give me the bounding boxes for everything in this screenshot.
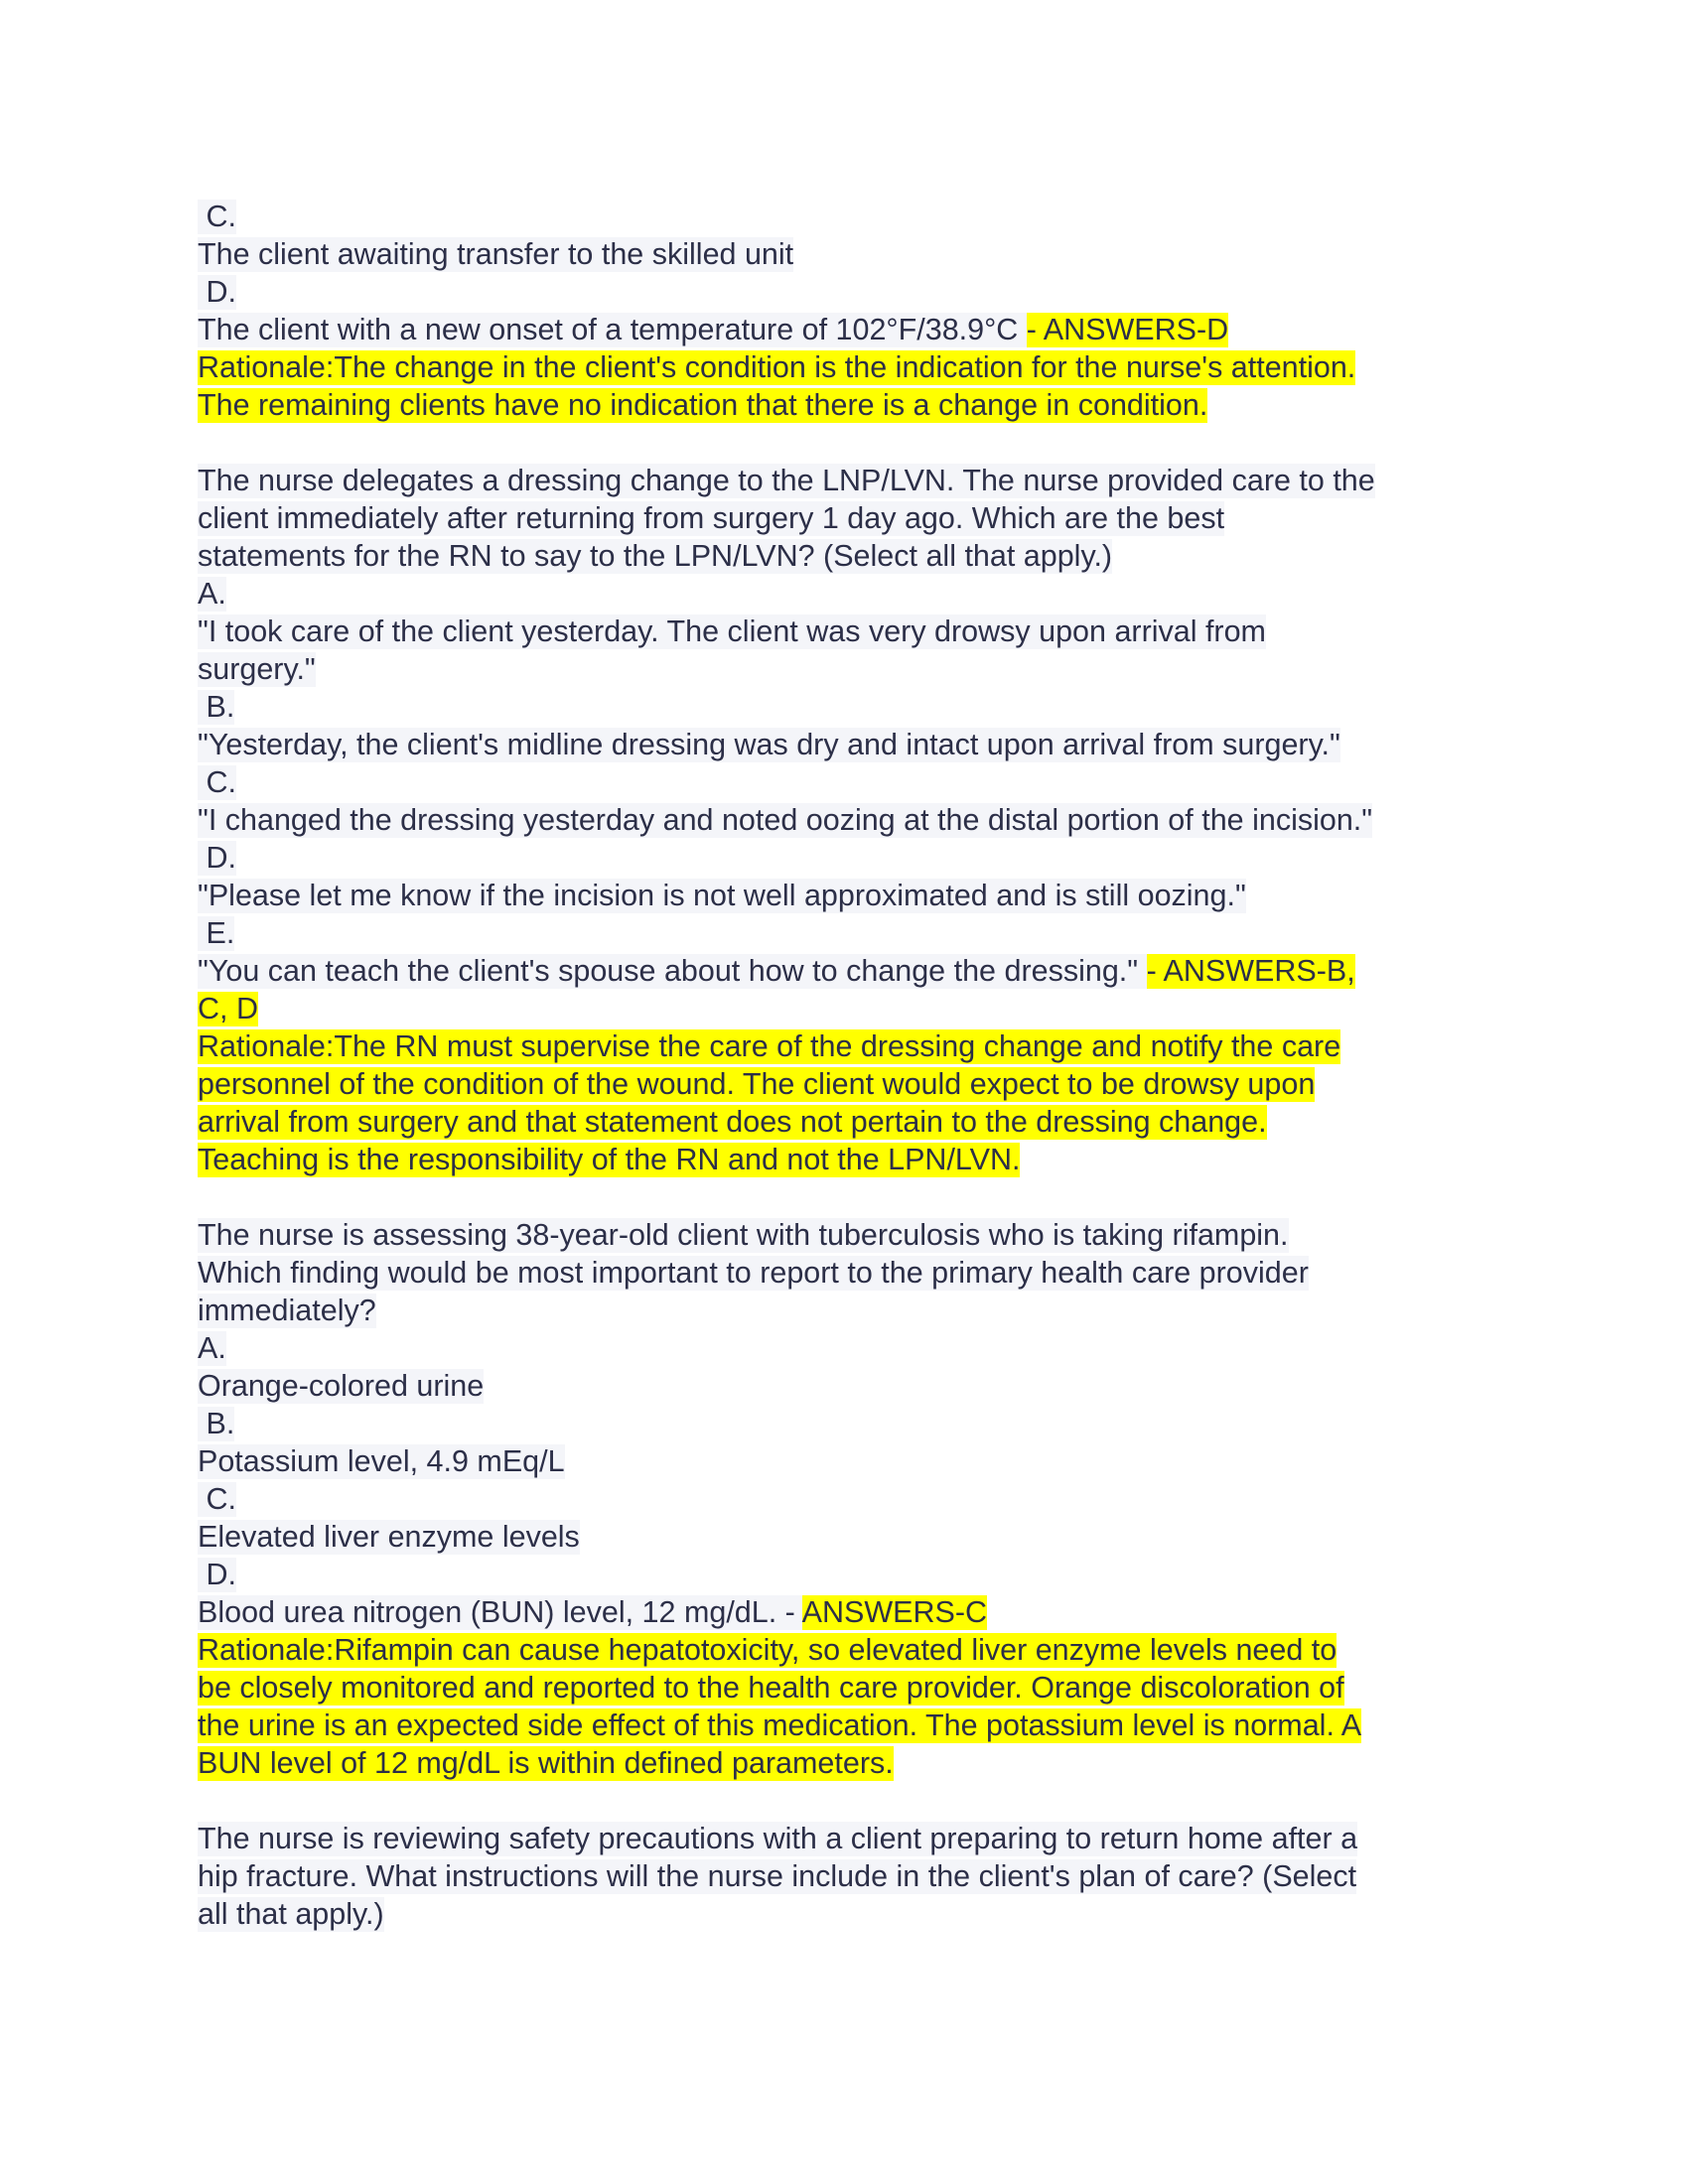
text-segment: Potassium level, 4.9 mEq/L [198, 1444, 565, 1478]
text-segment: The client awaiting transfer to the skilled unit [198, 237, 794, 271]
text-line [198, 1405, 1508, 1442]
text-line [198, 1442, 1508, 1480]
document-page [198, 198, 1508, 1933]
text-segment: C. [198, 765, 236, 799]
text-segment: A. [198, 1331, 226, 1365]
text-line [198, 1518, 1508, 1556]
text-line [198, 1706, 1508, 1744]
text-segment: E. [198, 916, 235, 950]
text-line [198, 1593, 1508, 1631]
text-line [198, 650, 1508, 688]
text-line [198, 877, 1508, 914]
text-line [198, 1744, 1508, 1782]
text-line [198, 688, 1508, 726]
text-line [198, 1556, 1508, 1593]
text-segment: B. [198, 1407, 235, 1440]
text-segment: "I changed the dressing yesterday and noted oozing at the distal portion of the incision." [198, 803, 1373, 837]
highlighted-answer-text: The remaining clients have no indication that there is a change in condition. [198, 388, 1208, 422]
text-segment: D. [198, 841, 236, 875]
text-segment: D. [198, 1558, 236, 1591]
text-line [198, 235, 1508, 273]
highlighted-answer-text: be closely monitored and reported to the health care provider. Orange discoloration of [198, 1671, 1344, 1705]
text-segment: statements for the RN to say to the LPN/LVN? (Select all that apply.) [198, 539, 1113, 573]
text-line [198, 499, 1508, 537]
text-line [198, 462, 1508, 499]
text-segment: "I took care of the client yesterday. The client was very drowsy upon arrival from [198, 614, 1266, 648]
highlighted-answer-text: ANSWERS-C [801, 1595, 988, 1629]
text-segment: B. [198, 690, 235, 724]
blank-line [198, 424, 1508, 462]
text-line [198, 348, 1508, 386]
text-line [198, 990, 1508, 1027]
text-segment: The nurse delegates a dressing change to the LNP/LVN. The nurse provided care to the [198, 464, 1375, 497]
text-line [198, 1329, 1508, 1367]
highlighted-answer-text: C, D [198, 992, 258, 1025]
text-line [198, 726, 1508, 763]
text-line [198, 1254, 1508, 1292]
text-segment: C. [198, 200, 236, 233]
highlighted-answer-text: the urine is an expected side effect of this medication. The potassium level is normal. A [198, 1708, 1362, 1742]
highlighted-answer-text: Rationale:Rifampin can cause hepatotoxicity, so elevated liver enzyme levels need to [198, 1633, 1337, 1667]
highlighted-answer-text: - ANSWERS-B, [1146, 954, 1355, 988]
text-line [198, 801, 1508, 839]
text-line [198, 839, 1508, 877]
text-line [198, 1216, 1508, 1254]
text-segment: client immediately after returning from surgery 1 day ago. Which are the best [198, 501, 1225, 535]
highlighted-answer-text: arrival from surgery and that statement does not pertain to the dressing change. [198, 1105, 1267, 1139]
highlighted-answer-text: BUN level of 12 mg/dL is within defined parameters. [198, 1746, 894, 1780]
text-line [198, 763, 1508, 801]
blank-line [198, 1178, 1508, 1216]
text-line [198, 1480, 1508, 1518]
text-segment: surgery." [198, 652, 316, 686]
text-line [198, 1065, 1508, 1103]
text-line [198, 1141, 1508, 1178]
text-line [198, 1669, 1508, 1706]
text-segment: "You can teach the client's spouse about how to change the dressing." [198, 954, 1147, 988]
text-line [198, 386, 1508, 424]
text-segment: C. [198, 1482, 236, 1516]
text-line [198, 1895, 1508, 1933]
text-line [198, 914, 1508, 952]
text-line [198, 1103, 1508, 1141]
text-segment: D. [198, 275, 236, 309]
text-line [198, 1027, 1508, 1065]
text-line [198, 537, 1508, 575]
text-line [198, 1857, 1508, 1895]
text-line [198, 1292, 1508, 1329]
text-segment: all that apply.) [198, 1897, 384, 1931]
text-segment: Elevated liver enzyme levels [198, 1520, 580, 1554]
text-segment: immediately? [198, 1294, 376, 1327]
text-segment: The client with a new onset of a temperature of 102°F/38.9°C [198, 313, 1027, 346]
text-line [198, 952, 1508, 990]
text-segment: "Please let me know if the incision is not well approximated and is still oozing." [198, 879, 1246, 912]
text-line [198, 575, 1508, 613]
text-segment: "Yesterday, the client's midline dressing was dry and intact upon arrival from surgery." [198, 728, 1340, 761]
highlighted-answer-text: Rationale:The RN must supervise the care of the dressing change and notify the care [198, 1029, 1341, 1063]
text-line [198, 613, 1508, 650]
text-segment: The nurse is reviewing safety precautions with a client preparing to return home after a [198, 1822, 1358, 1855]
text-segment: Blood urea nitrogen (BUN) level, 12 mg/dL. - [198, 1595, 802, 1629]
text-line [198, 1631, 1508, 1669]
blank-line [198, 1782, 1508, 1820]
text-line [198, 1367, 1508, 1405]
highlighted-answer-text: Teaching is the responsibility of the RN and not the LPN/LVN. [198, 1143, 1021, 1176]
text-line [198, 198, 1508, 235]
highlighted-answer-text: personnel of the condition of the wound. The client would expect to be drowsy upon [198, 1067, 1316, 1101]
text-segment: A. [198, 577, 226, 611]
highlighted-answer-text: Rationale:The change in the client's condition is the indication for the nurse's attention. [198, 350, 1356, 384]
text-line [198, 1820, 1508, 1857]
text-segment: hip fracture. What instructions will the nurse include in the client's plan of care? (Select [198, 1859, 1357, 1893]
text-segment: Orange-colored urine [198, 1369, 485, 1403]
text-line [198, 273, 1508, 311]
text-line [198, 311, 1508, 348]
text-segment: Which finding would be most important to report to the primary health care provider [198, 1256, 1309, 1290]
text-segment: The nurse is assessing 38-year-old client with tuberculosis who is taking rifampin. [198, 1218, 1289, 1252]
highlighted-answer-text: - ANSWERS-D [1026, 313, 1229, 346]
